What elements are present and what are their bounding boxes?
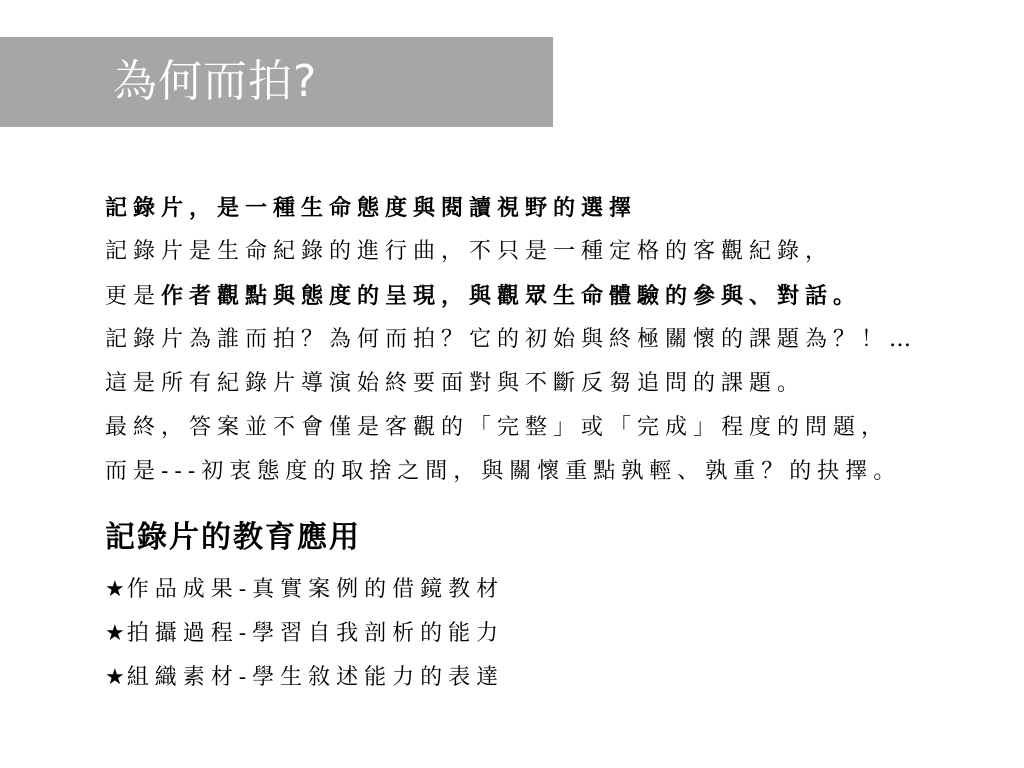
intro-line-2: 記錄片是生命紀錄的進行曲，不只是一種定格的客觀紀錄， <box>105 239 834 264</box>
star-icon: ★ <box>105 621 127 646</box>
intro-line-3 <box>105 274 1005 318</box>
list-item <box>105 568 805 612</box>
intro-paragraph <box>105 186 1005 494</box>
intro-heading-line: 記錄片，是一種生命態度與閱讀視野的選擇 <box>105 195 638 221</box>
intro-line-3-prefix: 更是 <box>105 284 162 309</box>
slide-title: 為何而拍? <box>113 56 318 107</box>
star-icon: ★ <box>105 577 127 602</box>
list-item-description: -真實案例的借鏡教材 <box>238 577 505 602</box>
title-bar <box>0 37 553 127</box>
intro-line-6: 最終，答案並不會僅是客觀的「完整」或「完成」程度的問題， <box>105 415 890 440</box>
list-item-description: -學生敘述能力的表達 <box>238 665 505 690</box>
intro-line-5: 這是所有紀錄片導演始終要面對與不斷反芻追問的課題。 <box>105 371 806 396</box>
list-item <box>105 612 805 656</box>
list-item-term: 作品成果 <box>126 577 239 602</box>
section-heading: 記錄片的教育應用 <box>105 520 361 555</box>
star-icon: ★ <box>105 665 127 690</box>
intro-line-4: 記錄片為誰而拍？為何而拍？它的初始與終極關懷的課題為？！… <box>105 327 918 352</box>
intro-line-7: 而是---初衷態度的取捨之間，與關懷重點孰輕、孰重？的抉擇。 <box>105 459 902 484</box>
list-item-term: 組織素材 <box>126 665 239 690</box>
list-item <box>105 656 805 700</box>
list-item-description: -學習自我剖析的能力 <box>238 621 505 646</box>
application-list <box>105 568 805 700</box>
intro-line-3-emphasis: 作者觀點與態度的呈現，與觀眾生命體驗的參與、對話。 <box>161 283 862 309</box>
list-item-term: 拍攝過程 <box>126 621 239 646</box>
